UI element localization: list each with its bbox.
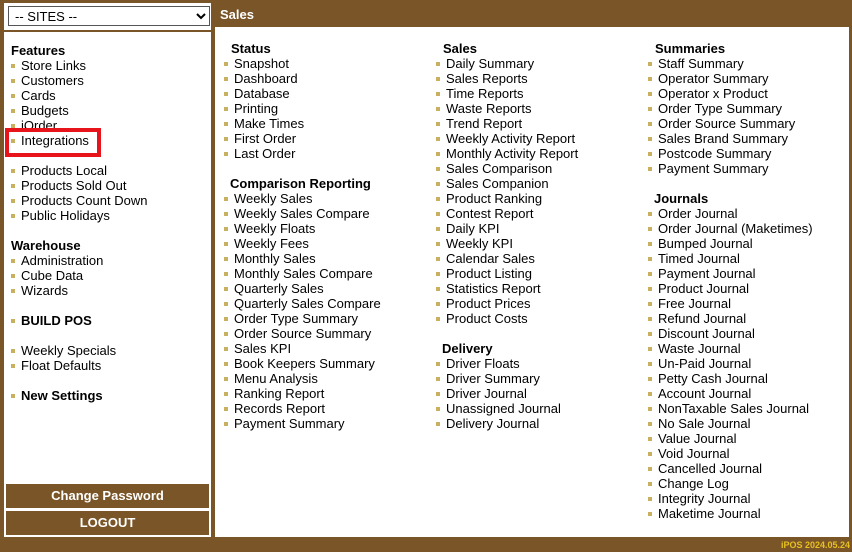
sidebar-item-build-pos[interactable] xyxy=(11,313,92,328)
link-weekly-fees[interactable] xyxy=(224,236,381,251)
link-label: Payment Journal xyxy=(658,266,756,281)
bullet-icon xyxy=(224,272,228,276)
bullet-icon xyxy=(224,287,228,291)
link-label: Order Type Summary xyxy=(234,311,359,326)
sidebar-item-new-settings[interactable] xyxy=(11,388,103,403)
link-calendar-sales[interactable] xyxy=(436,251,578,266)
sidebar-item-label: Administration xyxy=(21,253,104,268)
bullet-icon xyxy=(224,257,228,261)
bullet-icon xyxy=(648,242,652,246)
sidebar-item-label: Products Sold Out xyxy=(21,178,127,193)
bullet-icon xyxy=(648,272,652,276)
link-label: Daily Summary xyxy=(446,56,535,71)
link-ranking-report[interactable] xyxy=(224,386,381,401)
link-order-journal[interactable] xyxy=(648,206,813,221)
link-menu-analysis[interactable] xyxy=(224,371,381,386)
sidebar-item-cards[interactable] xyxy=(11,88,56,103)
bullet-icon xyxy=(11,169,15,173)
link-label: Daily KPI xyxy=(446,221,500,236)
bullet-icon xyxy=(648,407,652,411)
bullet-icon xyxy=(436,152,440,156)
sidebar-item-label: BUILD POS xyxy=(21,313,92,328)
bullet-icon xyxy=(436,392,440,396)
link-label: Weekly Sales xyxy=(234,191,313,206)
bullet-icon xyxy=(648,302,652,306)
sidebar-item-products-local[interactable] xyxy=(11,163,107,178)
link-label: Quarterly Sales Compare xyxy=(234,296,381,311)
bullet-icon xyxy=(224,62,228,66)
bullet-icon xyxy=(648,422,652,426)
warehouse-heading: Warehouse xyxy=(11,238,81,253)
link-label: Printing xyxy=(234,101,279,116)
bullet-icon xyxy=(648,62,652,66)
link-label: Refund Journal xyxy=(658,311,747,326)
status-heading: Status xyxy=(231,41,271,56)
page-title: Sales xyxy=(215,3,849,27)
link-waste-reports[interactable] xyxy=(436,101,578,116)
bullet-icon xyxy=(436,242,440,246)
link-label: Change Log xyxy=(658,476,729,491)
link-petty-cash-journal[interactable] xyxy=(648,371,813,386)
link-weekly-sales-compare[interactable] xyxy=(224,206,381,221)
bullet-icon xyxy=(11,109,15,113)
link-void-journal[interactable] xyxy=(648,446,813,461)
bullet-icon xyxy=(224,212,228,216)
bullet-icon xyxy=(224,242,228,246)
journals-heading: Journals xyxy=(654,191,709,206)
link-driver-summary[interactable] xyxy=(436,371,578,386)
sidebar-item-public-holidays[interactable] xyxy=(11,208,110,223)
link-weekly-kpi[interactable] xyxy=(436,236,578,251)
bullet-icon xyxy=(436,377,440,381)
link-first-order[interactable] xyxy=(224,131,381,146)
spacer xyxy=(648,176,813,191)
sidebar-item-label: Products Local xyxy=(21,163,107,178)
link-weekly-floats[interactable] xyxy=(224,221,381,236)
link-printing[interactable] xyxy=(224,101,381,116)
bullet-icon xyxy=(436,182,440,186)
link-label: Menu Analysis xyxy=(234,371,318,386)
link-label: Maketime Journal xyxy=(658,506,761,521)
link-label: Order Source Summary xyxy=(234,326,372,341)
bullet-icon xyxy=(11,94,15,98)
bullet-icon xyxy=(436,197,440,201)
link-unpaid-journal[interactable] xyxy=(648,356,813,371)
bullet-icon xyxy=(11,259,15,263)
link-quarterly-sales-compare[interactable] xyxy=(224,296,381,311)
column-summaries xyxy=(648,41,813,521)
link-label: Free Journal xyxy=(658,296,731,311)
link-label: Dashboard xyxy=(234,71,298,86)
bullet-icon xyxy=(224,92,228,96)
bullet-icon xyxy=(11,289,15,293)
bullet-icon xyxy=(648,92,652,96)
link-label: Trend Report xyxy=(446,116,523,131)
link-change-log[interactable] xyxy=(648,476,813,491)
sidebar-item-label: Budgets xyxy=(21,103,69,118)
link-label: No Sale Journal xyxy=(658,416,751,431)
bullet-icon xyxy=(11,64,15,68)
link-maketime-journal[interactable] xyxy=(648,506,813,521)
sales-heading: Sales xyxy=(443,41,477,56)
link-discount-journal[interactable] xyxy=(648,326,813,341)
link-database[interactable] xyxy=(224,86,381,101)
link-account-journal[interactable] xyxy=(648,386,813,401)
bullet-icon xyxy=(224,77,228,81)
link-label: Product Costs xyxy=(446,311,528,326)
link-monthly-activity-report[interactable] xyxy=(436,146,578,161)
bullet-icon xyxy=(648,152,652,156)
sidebar-item-label: Cube Data xyxy=(21,268,84,283)
link-sales-brand-summary[interactable] xyxy=(648,131,813,146)
link-quarterly-sales[interactable] xyxy=(224,281,381,296)
link-label: Value Journal xyxy=(658,431,737,446)
link-value-journal[interactable] xyxy=(648,431,813,446)
link-dashboard[interactable] xyxy=(224,71,381,86)
link-label: First Order xyxy=(234,131,297,146)
link-label: Sales KPI xyxy=(234,341,292,356)
link-label: Ranking Report xyxy=(234,386,325,401)
link-refund-journal[interactable] xyxy=(648,311,813,326)
bullet-icon xyxy=(648,107,652,111)
link-label: Discount Journal xyxy=(658,326,755,341)
bullet-icon xyxy=(648,512,652,516)
bullet-icon xyxy=(436,122,440,126)
link-payment-journal[interactable] xyxy=(648,266,813,281)
link-label: Sales Comparison xyxy=(446,161,553,176)
bullet-icon xyxy=(436,287,440,291)
version-label: iPOS 2024.05.24 xyxy=(780,540,850,550)
link-snapshot[interactable] xyxy=(224,56,381,71)
bullet-icon xyxy=(648,287,652,291)
bullet-icon xyxy=(436,272,440,276)
link-monthly-sales[interactable] xyxy=(224,251,381,266)
bullet-icon xyxy=(648,347,652,351)
link-label: Records Report xyxy=(234,401,326,416)
link-nontaxable-sales-journal[interactable] xyxy=(648,401,813,416)
link-label: Payment Summary xyxy=(234,416,345,431)
bullet-icon xyxy=(648,482,652,486)
link-payment-summary-2[interactable] xyxy=(648,161,813,176)
sidebar-item-store-links[interactable] xyxy=(11,58,86,73)
sidebar-divider xyxy=(4,30,211,32)
comparison-heading: Comparison Reporting xyxy=(230,176,371,191)
bullet-icon xyxy=(648,467,652,471)
spacer xyxy=(224,161,381,176)
bullet-icon xyxy=(224,227,228,231)
sidebar-item-label: Weekly Specials xyxy=(21,343,117,358)
bullet-icon xyxy=(648,122,652,126)
sidebar-item-customers[interactable] xyxy=(11,73,84,88)
link-waste-journal[interactable] xyxy=(648,341,813,356)
bullet-icon xyxy=(224,422,228,426)
link-no-sale-journal[interactable] xyxy=(648,416,813,431)
link-label: Sales Companion xyxy=(446,176,549,191)
bullet-icon xyxy=(648,437,652,441)
link-order-source-summary[interactable] xyxy=(224,326,381,341)
link-product-journal[interactable] xyxy=(648,281,813,296)
link-cancelled-journal[interactable] xyxy=(648,461,813,476)
link-weekly-activity-report[interactable] xyxy=(436,131,578,146)
link-label: Weekly Activity Report xyxy=(446,131,576,146)
sidebar xyxy=(3,2,212,538)
spacer xyxy=(436,326,578,341)
link-daily-summary[interactable] xyxy=(436,56,578,71)
bullet-icon xyxy=(224,392,228,396)
sidebar-item-cube-data[interactable] xyxy=(11,268,83,283)
link-label: Postcode Summary xyxy=(658,146,772,161)
link-label: Cancelled Journal xyxy=(658,461,763,476)
sidebar-item-weekly-specials[interactable] xyxy=(11,343,116,358)
link-label: Statistics Report xyxy=(446,281,541,296)
column-status xyxy=(224,41,381,431)
link-sales-kpi[interactable] xyxy=(224,341,381,356)
link-contest-report[interactable] xyxy=(436,206,578,221)
link-label: NonTaxable Sales Journal xyxy=(658,401,810,416)
bullet-icon xyxy=(224,122,228,126)
bullet-icon xyxy=(436,107,440,111)
sidebar-item-label: Integrations xyxy=(21,133,89,148)
logout-button[interactable]: LOGOUT xyxy=(6,511,209,535)
link-label: Weekly Sales Compare xyxy=(234,206,370,221)
link-label: Driver Floats xyxy=(446,356,520,371)
bullet-icon xyxy=(224,362,228,366)
bullet-icon xyxy=(436,212,440,216)
link-weekly-sales[interactable] xyxy=(224,191,381,206)
link-label: Sales Reports xyxy=(446,71,528,86)
link-unassigned-journal[interactable] xyxy=(436,401,578,416)
sidebar-item-label: iOrder xyxy=(21,118,58,133)
sidebar-item-label: Products Count Down xyxy=(21,193,148,208)
link-operator-summary[interactable] xyxy=(648,71,813,86)
link-monthly-sales-compare[interactable] xyxy=(224,266,381,281)
link-label: Operator Summary xyxy=(658,71,769,86)
bullet-icon xyxy=(648,137,652,141)
link-label: Product Listing xyxy=(446,266,532,281)
bullet-icon xyxy=(224,152,228,156)
bullet-icon xyxy=(648,257,652,261)
highlight-box xyxy=(5,128,101,157)
link-book-keepers-summary[interactable] xyxy=(224,356,381,371)
bullet-icon xyxy=(11,274,15,278)
link-label: Sales Brand Summary xyxy=(658,131,789,146)
link-trend-report[interactable] xyxy=(436,116,578,131)
bullet-icon xyxy=(436,257,440,261)
bullet-icon xyxy=(11,199,15,203)
link-label: Weekly Floats xyxy=(234,221,316,236)
link-integrity-journal[interactable] xyxy=(648,491,813,506)
bullet-icon xyxy=(224,332,228,336)
link-time-reports[interactable] xyxy=(436,86,578,101)
sidebar-item-wizards[interactable] xyxy=(11,283,68,298)
bullet-icon xyxy=(648,452,652,456)
sites-select[interactable] xyxy=(8,6,210,26)
sidebar-item-products-count-down[interactable] xyxy=(11,193,147,208)
link-operator-x-product[interactable] xyxy=(648,86,813,101)
bullet-icon xyxy=(11,319,15,323)
link-records-report[interactable] xyxy=(224,401,381,416)
link-label: Waste Reports xyxy=(446,101,532,116)
bullet-icon xyxy=(648,362,652,366)
sidebar-item-label: Store Links xyxy=(21,58,87,73)
bullet-icon xyxy=(648,167,652,171)
link-label: Account Journal xyxy=(658,386,752,401)
bullet-icon xyxy=(436,167,440,171)
summaries-heading: Summaries xyxy=(655,41,726,56)
link-label: Order Source Summary xyxy=(658,116,796,131)
link-label: Monthly Sales xyxy=(234,251,316,266)
link-label: Monthly Sales Compare xyxy=(234,266,373,281)
link-label: Un-Paid Journal xyxy=(658,356,752,371)
link-order-type-summary[interactable] xyxy=(224,311,381,326)
bullet-icon xyxy=(436,92,440,96)
bullet-icon xyxy=(436,362,440,366)
bullet-icon xyxy=(11,364,15,368)
link-product-costs[interactable] xyxy=(436,311,578,326)
link-sales-comparison[interactable] xyxy=(436,161,578,176)
link-label: Monthly Activity Report xyxy=(446,146,579,161)
link-label: Make Times xyxy=(234,116,305,131)
bullet-icon xyxy=(648,377,652,381)
bullet-icon xyxy=(224,317,228,321)
link-label: Staff Summary xyxy=(658,56,744,71)
bullet-icon xyxy=(436,317,440,321)
link-label: Order Type Summary xyxy=(658,101,783,116)
bullet-icon xyxy=(11,214,15,218)
link-daily-kpi[interactable] xyxy=(436,221,578,236)
bullet-icon xyxy=(11,184,15,188)
bullet-icon xyxy=(648,392,652,396)
link-label: Book Keepers Summary xyxy=(234,356,375,371)
bullet-icon xyxy=(648,212,652,216)
link-order-journal-maketimes[interactable] xyxy=(648,221,813,236)
link-label: Weekly Fees xyxy=(234,236,309,251)
bullet-icon xyxy=(436,77,440,81)
link-product-listing[interactable] xyxy=(436,266,578,281)
bullet-icon xyxy=(224,137,228,141)
link-delivery-journal[interactable] xyxy=(436,416,578,431)
bullet-icon xyxy=(11,79,15,83)
link-label: Petty Cash Journal xyxy=(658,371,768,386)
link-label: Operator x Product xyxy=(658,86,768,101)
link-sales-companion[interactable] xyxy=(436,176,578,191)
bullet-icon xyxy=(11,349,15,353)
link-label: Delivery Journal xyxy=(446,416,540,431)
link-label: Bumped Journal xyxy=(658,236,753,251)
link-driver-floats[interactable] xyxy=(436,356,578,371)
link-label: Waste Journal xyxy=(658,341,741,356)
link-label: Product Prices xyxy=(446,296,531,311)
bullet-icon xyxy=(436,62,440,66)
link-bumped-journal[interactable] xyxy=(648,236,813,251)
link-postcode-summary[interactable] xyxy=(648,146,813,161)
link-label: Database xyxy=(234,86,290,101)
sidebar-item-administration[interactable] xyxy=(11,253,103,268)
change-password-button[interactable]: Change Password xyxy=(6,484,209,508)
features-heading: Features xyxy=(11,43,66,58)
link-payment-summary[interactable] xyxy=(224,416,381,431)
link-order-type-summary-2[interactable] xyxy=(648,101,813,116)
sidebar-item-budgets[interactable] xyxy=(11,103,69,118)
link-label: Product Ranking xyxy=(446,191,543,206)
link-label: Calendar Sales xyxy=(446,251,535,266)
link-statistics-report[interactable] xyxy=(436,281,578,296)
bullet-icon xyxy=(648,227,652,231)
link-label: Quarterly Sales xyxy=(234,281,324,296)
link-label: Order Journal (Maketimes) xyxy=(658,221,813,236)
column-sales xyxy=(436,41,578,431)
link-last-order[interactable] xyxy=(224,146,381,161)
link-label: Payment Summary xyxy=(658,161,769,176)
link-product-prices[interactable] xyxy=(436,296,578,311)
link-timed-journal[interactable] xyxy=(648,251,813,266)
bullet-icon xyxy=(436,407,440,411)
main-panel xyxy=(214,2,850,538)
bullet-icon xyxy=(648,77,652,81)
bullet-icon xyxy=(224,407,228,411)
link-order-source-summary-2[interactable] xyxy=(648,116,813,131)
link-make-times[interactable] xyxy=(224,116,381,131)
delivery-heading: Delivery xyxy=(442,341,493,356)
bullet-icon xyxy=(224,107,228,111)
link-label: Last Order xyxy=(234,146,296,161)
link-staff-summary[interactable] xyxy=(648,56,813,71)
bullet-icon xyxy=(11,124,15,128)
link-label: Order Journal xyxy=(658,206,738,221)
link-label: Product Journal xyxy=(658,281,750,296)
sidebar-item-label: Public Holidays xyxy=(21,208,110,223)
bullet-icon xyxy=(436,227,440,231)
link-driver-journal[interactable] xyxy=(436,386,578,401)
link-label: Timed Journal xyxy=(658,251,740,266)
link-product-ranking[interactable] xyxy=(436,191,578,206)
sidebar-item-label: Wizards xyxy=(21,283,68,298)
link-label: Driver Summary xyxy=(446,371,540,386)
bullet-icon xyxy=(224,302,228,306)
link-label: Driver Journal xyxy=(446,386,527,401)
bullet-icon xyxy=(648,332,652,336)
sidebar-item-float-defaults[interactable] xyxy=(11,358,101,373)
sidebar-item-label: Float Defaults xyxy=(21,358,102,373)
link-label: Weekly KPI xyxy=(446,236,513,251)
link-label: Snapshot xyxy=(234,56,289,71)
bullet-icon xyxy=(224,197,228,201)
link-label: Contest Report xyxy=(446,206,534,221)
bullet-icon xyxy=(11,394,15,398)
link-label: Void Journal xyxy=(658,446,730,461)
sidebar-item-products-sold-out[interactable] xyxy=(11,178,127,193)
bullet-icon xyxy=(436,302,440,306)
sidebar-item-label: Customers xyxy=(21,73,84,88)
bullet-icon xyxy=(224,377,228,381)
bullet-icon xyxy=(648,497,652,501)
sidebar-item-label: Cards xyxy=(21,88,56,103)
link-sales-reports[interactable] xyxy=(436,71,578,86)
link-label: Integrity Journal xyxy=(658,491,751,506)
link-label: Unassigned Journal xyxy=(446,401,561,416)
bullet-icon xyxy=(224,347,228,351)
sidebar-item-label: New Settings xyxy=(21,388,103,403)
link-label: Time Reports xyxy=(446,86,524,101)
bullet-icon xyxy=(436,422,440,426)
bullet-icon xyxy=(648,317,652,321)
bullet-icon xyxy=(436,137,440,141)
link-free-journal[interactable] xyxy=(648,296,813,311)
